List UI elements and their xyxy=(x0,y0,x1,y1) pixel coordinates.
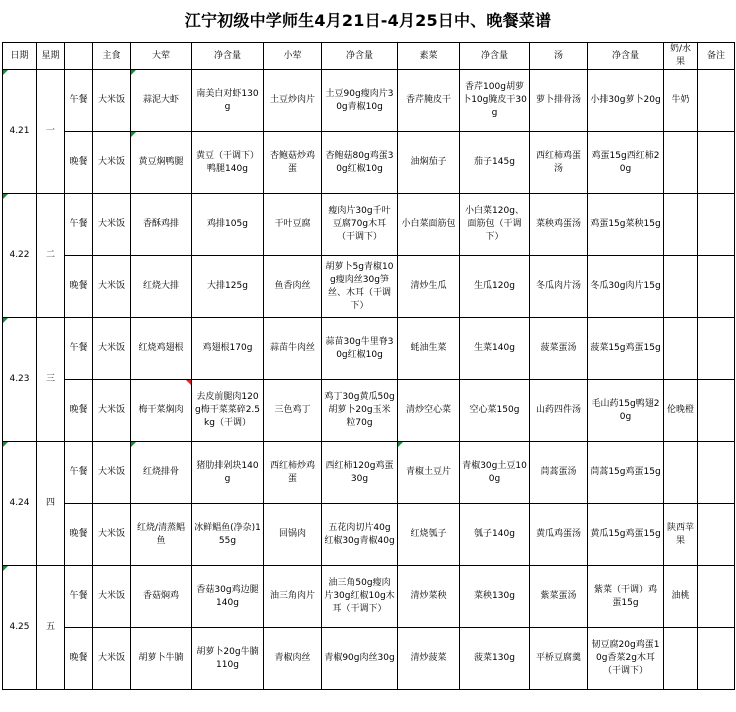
table-row xyxy=(3,380,735,442)
meal-cell: 午餐 xyxy=(65,318,93,380)
side-meat-net-cell: 土豆90g瘦肉片30g青椒10g xyxy=(322,70,398,132)
veg-cell: 油焖茄子 xyxy=(398,132,460,194)
veg-cell: 清炒生瓜 xyxy=(398,256,460,318)
staple-cell: 大米饭 xyxy=(93,194,131,256)
side-meat-net-cell: 杏鲍菇80g鸡蛋30g红椒10g xyxy=(322,132,398,194)
soup-net-cell: 茼蒿15g鸡蛋15g xyxy=(588,442,664,504)
date-cell: 4.25 xyxy=(3,566,37,690)
side-meat-cell: 西红柿炒鸡蛋 xyxy=(264,442,322,504)
side-meat-net-cell: 蒜苗30g牛里脊30g红椒10g xyxy=(322,318,398,380)
staple-cell: 大米饭 xyxy=(93,566,131,628)
note-cell xyxy=(698,628,735,690)
meal-cell: 晚餐 xyxy=(65,380,93,442)
side-meat-net-cell: 鸡丁30g黄瓜50g胡萝卜20g玉米粒70g xyxy=(322,380,398,442)
weekday-cell: 一 xyxy=(37,70,65,194)
note-cell xyxy=(698,256,735,318)
soup-cell: 平桥豆腐羹 xyxy=(530,628,588,690)
soup-cell: 山药四件汤 xyxy=(530,380,588,442)
side-meat-cell: 土豆炒肉片 xyxy=(264,70,322,132)
staple-cell: 大米饭 xyxy=(93,628,131,690)
table-row xyxy=(3,442,735,504)
main-meat-cell: 梅干菜焖肉 xyxy=(131,380,192,442)
note-cell xyxy=(698,318,735,380)
date-cell: 4.21 xyxy=(3,70,37,194)
table-row xyxy=(3,70,735,132)
meal-cell: 晚餐 xyxy=(65,504,93,566)
side-meat-cell: 蒜苗牛肉丝 xyxy=(264,318,322,380)
soup-net-cell: 黄瓜15g鸡蛋15g xyxy=(588,504,664,566)
veg-cell: 清炒空心菜 xyxy=(398,380,460,442)
veg-net-cell: 小白菜120g、面筋包（干调下） xyxy=(460,194,530,256)
table-row xyxy=(3,504,735,566)
milk-fruit-cell: 陕西苹果 xyxy=(664,504,698,566)
side-meat-cell: 杏鲍菇炒鸡蛋 xyxy=(264,132,322,194)
veg-cell: 小白菜面筋包 xyxy=(398,194,460,256)
note-cell xyxy=(698,132,735,194)
weekday-cell: 二 xyxy=(37,194,65,318)
veg-net-cell: 瓠子140g xyxy=(460,504,530,566)
milk-fruit-cell xyxy=(664,194,698,256)
meal-cell: 午餐 xyxy=(65,442,93,504)
staple-cell: 大米饭 xyxy=(93,442,131,504)
header-row xyxy=(3,43,735,70)
soup-net-cell: 毛山药15g鸭翅20g xyxy=(588,380,664,442)
soup-cell: 菜秧鸡蛋汤 xyxy=(530,194,588,256)
veg-net-cell: 菠菜130g xyxy=(460,628,530,690)
side-meat-net-cell: 青椒90g肉丝30g xyxy=(322,628,398,690)
note-cell xyxy=(698,70,735,132)
milk-fruit-cell xyxy=(664,256,698,318)
main-meat-cell: 黄豆焖鸭腿 xyxy=(131,132,192,194)
column-header: 主食 xyxy=(93,43,131,70)
soup-cell: 紫菜蛋汤 xyxy=(530,566,588,628)
column-header xyxy=(65,43,93,70)
main-meat-net-cell: 鸡排105g xyxy=(192,194,264,256)
main-meat-cell: 香酥鸡排 xyxy=(131,194,192,256)
meal-cell: 晚餐 xyxy=(65,628,93,690)
soup-net-cell: 冬瓜30g肉片15g xyxy=(588,256,664,318)
column-header: 净含量 xyxy=(460,43,530,70)
column-header: 星期 xyxy=(37,43,65,70)
column-header: 汤 xyxy=(530,43,588,70)
veg-cell: 清炒菠菜 xyxy=(398,628,460,690)
soup-net-cell: 小排30g萝卜20g xyxy=(588,70,664,132)
main-meat-cell: 红烧鸡翅根 xyxy=(131,318,192,380)
veg-net-cell: 菜秧130g xyxy=(460,566,530,628)
veg-net-cell: 茄子145g xyxy=(460,132,530,194)
main-meat-net-cell: 胡萝卜20g牛腩110g xyxy=(192,628,264,690)
meal-cell: 午餐 xyxy=(65,70,93,132)
soup-cell: 萝卜排骨汤 xyxy=(530,70,588,132)
meal-cell: 午餐 xyxy=(65,194,93,256)
veg-cell: 红烧瓠子 xyxy=(398,504,460,566)
column-header: 大荤 xyxy=(131,43,192,70)
main-meat-net-cell: 猪肋排剁块140g xyxy=(192,442,264,504)
soup-net-cell: 鸡蛋15g菜秧15g xyxy=(588,194,664,256)
staple-cell: 大米饭 xyxy=(93,318,131,380)
column-header: 奶/水果 xyxy=(664,43,698,70)
milk-fruit-cell: 油桃 xyxy=(664,566,698,628)
soup-net-cell: 鸡蛋15g西红柿20g xyxy=(588,132,664,194)
main-meat-net-cell: 去皮前腿肉120g梅干菜菜碎2.5kg（干调） xyxy=(192,380,264,442)
column-header: 净含量 xyxy=(192,43,264,70)
column-header: 小荤 xyxy=(264,43,322,70)
meal-cell: 晚餐 xyxy=(65,256,93,318)
soup-net-cell: 菠菜15g鸡蛋15g xyxy=(588,318,664,380)
column-header: 日期 xyxy=(3,43,37,70)
side-meat-net-cell: 油三角50g瘦肉片30g红椒10g木耳（干调下） xyxy=(322,566,398,628)
date-cell: 4.23 xyxy=(3,318,37,442)
main-meat-cell: 红烧排骨 xyxy=(131,442,192,504)
veg-net-cell: 生菜140g xyxy=(460,318,530,380)
weekday-cell: 三 xyxy=(37,318,65,442)
veg-cell: 香芹腌皮干 xyxy=(398,70,460,132)
soup-cell: 菠菜蛋汤 xyxy=(530,318,588,380)
veg-net-cell: 青椒30g土豆100g xyxy=(460,442,530,504)
side-meat-cell: 三色鸡丁 xyxy=(264,380,322,442)
veg-cell: 清炒菜秧 xyxy=(398,566,460,628)
side-meat-cell: 干叶豆腐 xyxy=(264,194,322,256)
soup-cell: 黄瓜鸡蛋汤 xyxy=(530,504,588,566)
weekday-cell: 五 xyxy=(37,566,65,690)
milk-fruit-cell xyxy=(664,132,698,194)
column-header: 素菜 xyxy=(398,43,460,70)
milk-fruit-cell xyxy=(664,318,698,380)
main-meat-cell: 蒜泥大虾 xyxy=(131,70,192,132)
note-cell xyxy=(698,504,735,566)
staple-cell: 大米饭 xyxy=(93,70,131,132)
soup-cell: 西红柿鸡蛋汤 xyxy=(530,132,588,194)
column-header: 备注 xyxy=(698,43,735,70)
side-meat-cell: 油三角肉片 xyxy=(264,566,322,628)
note-cell xyxy=(698,566,735,628)
side-meat-cell: 鱼香肉丝 xyxy=(264,256,322,318)
veg-cell: 青椒土豆片 xyxy=(398,442,460,504)
milk-fruit-cell: 伦晚橙 xyxy=(664,380,698,442)
table-row xyxy=(3,318,735,380)
main-meat-net-cell: 香菇30g鸡边腿140g xyxy=(192,566,264,628)
soup-cell: 茼蒿蛋汤 xyxy=(530,442,588,504)
date-cell: 4.24 xyxy=(3,442,37,566)
milk-fruit-cell: 牛奶 xyxy=(664,70,698,132)
veg-net-cell: 空心菜150g xyxy=(460,380,530,442)
veg-net-cell: 香芹100g胡萝卜10g腌皮干30g xyxy=(460,70,530,132)
meal-cell: 晚餐 xyxy=(65,132,93,194)
side-meat-net-cell: 五花肉切片40g红椒30g青椒40g xyxy=(322,504,398,566)
note-cell xyxy=(698,442,735,504)
main-meat-net-cell: 黄豆（干调下）鸭腿140g xyxy=(192,132,264,194)
side-meat-net-cell: 胡萝卜5g青椒10g瘦肉丝30g笋丝、木耳（干调下） xyxy=(322,256,398,318)
side-meat-cell: 青椒肉丝 xyxy=(264,628,322,690)
milk-fruit-cell xyxy=(664,442,698,504)
table-row xyxy=(3,194,735,256)
note-cell xyxy=(698,194,735,256)
soup-net-cell: 紫菜（干调）鸡蛋15g xyxy=(588,566,664,628)
soup-cell: 冬瓜肉片汤 xyxy=(530,256,588,318)
table-row xyxy=(3,132,735,194)
table-row xyxy=(3,628,735,690)
meal-cell: 午餐 xyxy=(65,566,93,628)
side-meat-net-cell: 瘦肉片30g千叶豆腐70g木耳（干调下） xyxy=(322,194,398,256)
weekday-cell: 四 xyxy=(37,442,65,566)
column-header: 净含量 xyxy=(588,43,664,70)
main-meat-cell: 红烧/清蒸鲳鱼 xyxy=(131,504,192,566)
staple-cell: 大米饭 xyxy=(93,380,131,442)
veg-cell: 蚝油生菜 xyxy=(398,318,460,380)
main-meat-cell: 胡萝卜牛腩 xyxy=(131,628,192,690)
soup-net-cell: 韧豆腐20g鸡蛋10g香菜2g木耳（干调下） xyxy=(588,628,664,690)
table-row xyxy=(3,256,735,318)
side-meat-net-cell: 西红柿120g鸡蛋30g xyxy=(322,442,398,504)
main-meat-net-cell: 南美白对虾130g xyxy=(192,70,264,132)
milk-fruit-cell xyxy=(664,628,698,690)
date-cell: 4.22 xyxy=(3,194,37,318)
side-meat-cell: 回锅肉 xyxy=(264,504,322,566)
staple-cell: 大米饭 xyxy=(93,256,131,318)
main-meat-cell: 香菇焖鸡 xyxy=(131,566,192,628)
main-meat-net-cell: 大排125g xyxy=(192,256,264,318)
menu-table xyxy=(2,42,735,690)
note-cell xyxy=(698,380,735,442)
main-meat-net-cell: 鸡翅根170g xyxy=(192,318,264,380)
staple-cell: 大米饭 xyxy=(93,504,131,566)
column-header: 净含量 xyxy=(322,43,398,70)
staple-cell: 大米饭 xyxy=(93,132,131,194)
main-meat-net-cell: 冰鲜鲳鱼(净杂)155g xyxy=(192,504,264,566)
veg-net-cell: 生瓜120g xyxy=(460,256,530,318)
table-row xyxy=(3,566,735,628)
page-title: 江宁初级中学师生4月21日-4月25日中、晚餐菜谱 xyxy=(184,11,552,30)
main-meat-cell: 红烧大排 xyxy=(131,256,192,318)
